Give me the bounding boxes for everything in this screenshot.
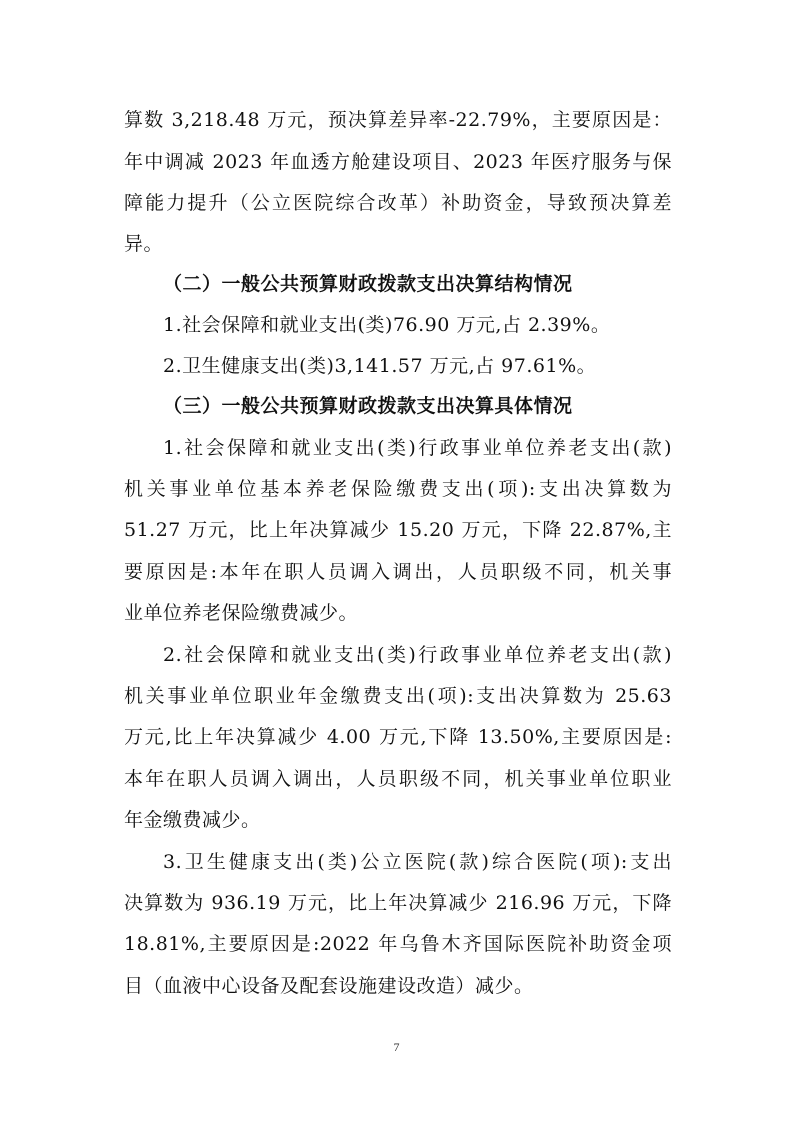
paragraph-line: 18.81%,主要原因是:2022 年乌鲁木齐国际医院补助资金项: [124, 933, 672, 955]
paragraph-line: 2.卫生健康支出(类)3,141.57 万元,占 97.61%。: [163, 355, 597, 377]
paragraph-line: 年金缴费减少。: [124, 809, 261, 831]
paragraph-line: 目（血液中心设备及配套设施建设改造）减少。: [124, 975, 534, 997]
paragraph-line: 要原因是:本年在职人员调入调出，人员职级不同，机关事: [124, 561, 672, 583]
paragraph-line: 万元,比上年决算减少 4.00 万元,下降 13.50%,主要原因是:: [124, 726, 672, 748]
page-number: 7: [393, 1040, 400, 1054]
paragraph-line: 51.27 万元，比上年决算减少 15.20 万元，下降 22.87%,主: [124, 519, 672, 541]
section-heading: （二）一般公共预算财政拨款支出决算结构情况: [163, 273, 573, 295]
paragraph-line: 2.社会保障和就业支出(类)行政事业单位养老支出(款): [163, 644, 672, 666]
paragraph-line: 业单位养老保险缴费减少。: [124, 602, 359, 624]
paragraph-line: 算数 3,218.48 万元，预决算差异率-22.79%，主要原因是：: [124, 109, 672, 131]
paragraph-line: 异。: [124, 233, 164, 255]
paragraph-line: 3.卫生健康支出(类)公立医院(款)综合医院(项):支出: [163, 851, 672, 873]
section-heading: （三）一般公共预算财政拨款支出决算具体情况: [163, 395, 573, 417]
paragraph-line: 1.社会保障和就业支出(类)行政事业单位养老支出(款): [163, 437, 672, 459]
paragraph-line: 本年在职人员调入调出，人员职级不同，机关事业单位职业: [124, 768, 672, 790]
paragraph-line: 机关事业单位职业年金缴费支出(项):支出决算数为 25.63: [124, 685, 672, 707]
paragraph-line: 1.社会保障和就业支出(类)76.90 万元,占 2.39%。: [163, 314, 611, 336]
paragraph-line: 决算数为 936.19 万元，比上年决算减少 216.96 万元，下降: [124, 892, 672, 914]
paragraph-line: 障能力提升（公立医院综合改革）补助资金，导致预决算差: [124, 192, 672, 214]
paragraph-line: 年中调减 2023 年血透方舱建设项目、2023 年医疗服务与保: [124, 151, 672, 173]
paragraph-line: 机关事业单位基本养老保险缴费支出(项):支出决算数为: [124, 478, 672, 500]
